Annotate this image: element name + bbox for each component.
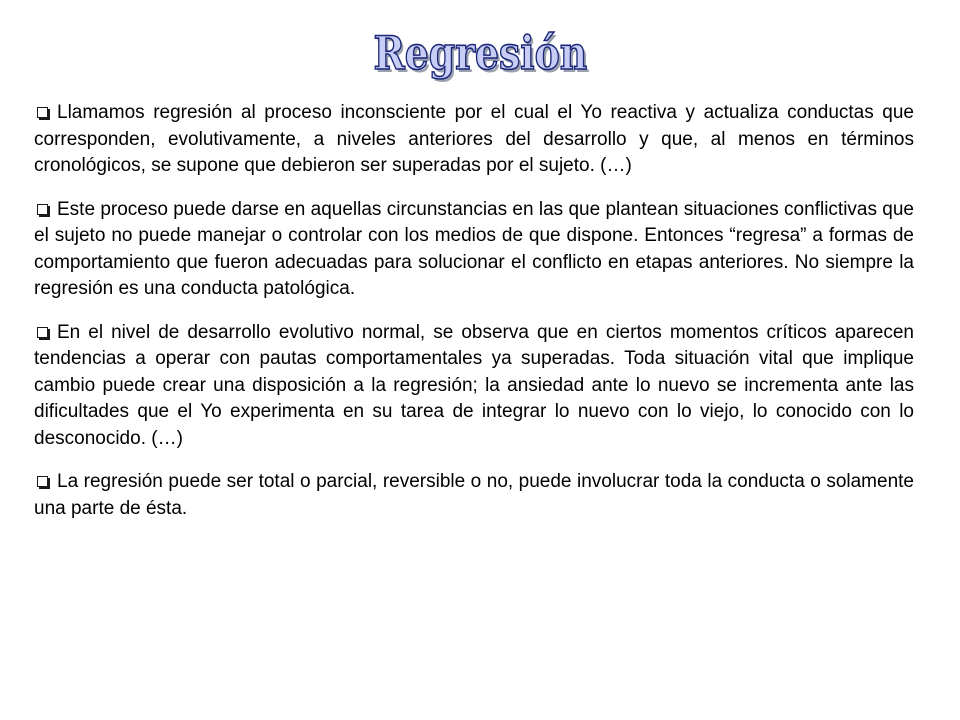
square-bullet-icon — [37, 107, 48, 118]
square-bullet-icon — [37, 204, 48, 215]
paragraph-1 — [34, 100, 914, 180]
paragraph-4 — [34, 469, 914, 522]
square-bullet-icon — [37, 327, 48, 338]
paragraph-text: La regresión puede ser total o parcial, reversible o no, puede involucrar toda la conducta o solamente una parte de ésta. — [34, 471, 914, 519]
slide-body — [34, 100, 914, 539]
paragraph-text: En el nivel de desarrollo evolutivo normal, se observa que en ciertos momentos críticos aparecen tendencias a operar con pautas comportamentales ya superadas. Toda situación vital que implique cambio puede crear una disposición a la regresión; la ansiedad ante lo nuevo se incrementa ante las dificultades que el Yo experimenta en su tarea de integrar lo nuevo con lo viejo, lo conocido con lo desconocido. (…) — [34, 321, 914, 449]
square-bullet-icon — [37, 476, 48, 487]
paragraph-3 — [34, 320, 914, 453]
paragraph-text: Llamamos regresión al proceso inconsciente por el cual el Yo reactiva y actualiza conductas que corresponden, evolutivamente, a niveles anteriores del desarrollo y que, al menos en términos cronológicos, se supone que debieron ser superadas por el sujeto. (…) — [34, 102, 914, 176]
paragraph-text: Este proceso puede darse en aquellas circunstancias en las que plantean situaciones conflictivas que el sujeto no puede manejar o controlar con los medios de que dispone. Entonces “regresa” a formas de comportamiento que fueron adecuadas para solucionar el conflicto en etapas anteriores. No siempre la regresión es una conducta patológica. — [34, 198, 914, 299]
paragraph-2 — [34, 197, 914, 303]
slide-title: Regresión — [373, 26, 587, 80]
title-container — [0, 24, 960, 82]
